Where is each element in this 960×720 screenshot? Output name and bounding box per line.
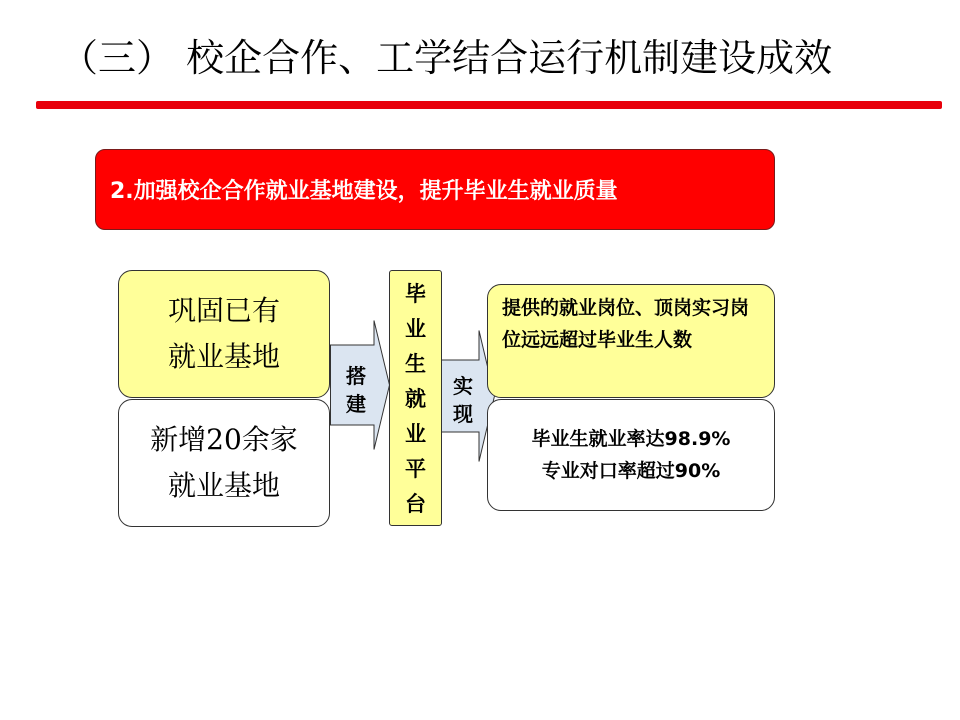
new-bases-box (118, 399, 330, 527)
slide-title: （三） 校企合作、工学结合运行机制建设成效 (60, 36, 833, 80)
existing-bases-text (168, 288, 280, 380)
title-underline (36, 101, 942, 109)
existing-bases-line1: 巩固已有 (167, 294, 280, 327)
employment-rate-line2: 专业对口率超过90% (541, 460, 721, 482)
subtitle-banner (95, 149, 775, 230)
existing-bases-box (118, 270, 330, 398)
build-arrow-label: 搭建 (346, 364, 366, 416)
employment-rate-line1: 毕业生就业率达98.9% (531, 428, 731, 450)
subtitle-banner-text: 2.加强校企合作就业基地建设，提升毕业生就业质量 (110, 179, 618, 204)
employment-platform-text: 毕业生就业平台 (405, 280, 426, 516)
employment-rate-box (487, 399, 775, 511)
new-bases-line2: 就业基地 (167, 469, 280, 502)
employment-platform-box (389, 270, 442, 526)
realize-arrow-label: 实现 (453, 374, 473, 426)
positions-result-text: 提供的就业岗位、顶岗实习岗位远远超过毕业生人数 (502, 297, 750, 351)
positions-result-box (487, 284, 775, 398)
existing-bases-line2: 就业基地 (167, 340, 280, 373)
new-bases-text (150, 417, 298, 509)
new-bases-line1: 新增20余家 (150, 423, 298, 456)
employment-rate-text (532, 423, 731, 487)
